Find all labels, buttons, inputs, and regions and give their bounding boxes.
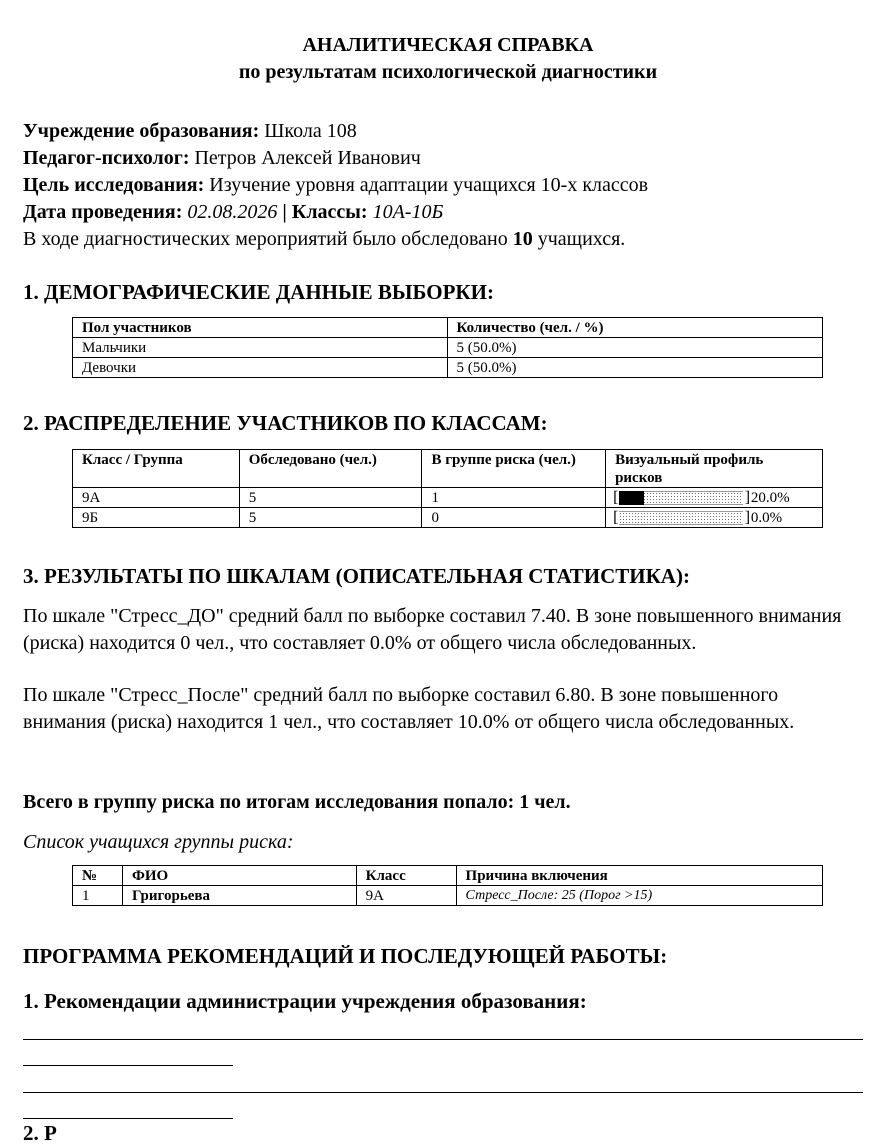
table-row	[73, 338, 823, 358]
psychologist-value: Петров Алексей Иванович	[194, 147, 421, 169]
date-value: 02.08.2026	[187, 201, 278, 223]
column-header: Визуальный профиль рисков	[606, 450, 823, 488]
risk-bar-track	[619, 511, 743, 525]
inclusion-reason: Стресс_После: 25 (Порог >15)	[456, 886, 822, 906]
recommendation-item-1: 1. Рекомендации администрации учреждения образования:	[23, 989, 587, 1013]
risk-bar-fill	[619, 491, 644, 505]
table-cell: Девочки	[73, 358, 448, 378]
summary-after: учащихся.	[537, 228, 626, 250]
risk-profile-cell	[606, 508, 823, 528]
table-row	[73, 508, 823, 528]
bar-bracket-close: ]	[744, 488, 751, 506]
table-cell: 5 (50.0%)	[447, 338, 823, 358]
risk-percent: 20.0%	[750, 490, 790, 506]
column-header: №	[73, 866, 123, 886]
table-header-row	[73, 318, 823, 338]
table-cell: 5	[239, 508, 422, 528]
risk-percent: 0.0%	[750, 510, 783, 526]
separator: |	[282, 201, 287, 223]
section2-heading: 2. РАСПРЕДЕЛЕНИЕ УЧАСТНИКОВ ПО КЛАССАМ:	[23, 411, 548, 435]
classes-table	[72, 449, 823, 528]
demographics-table	[72, 317, 823, 378]
date-line	[23, 199, 874, 226]
column-header: В группе риска (чел.)	[422, 450, 606, 488]
recommendation-item-2: 2. Р	[23, 1121, 57, 1145]
section1-heading: 1. ДЕМОГРАФИЧЕСКИЕ ДАННЫЕ ВЫБОРКИ:	[23, 280, 494, 304]
table-header-row	[73, 450, 823, 488]
psychologist-line	[23, 145, 874, 172]
recommendations-heading: ПРОГРАММА РЕКОМЕНДАЦИЙ И ПОСЛЕДУЮЩЕЙ РАБОТЫ:	[23, 944, 668, 968]
fill-in-line	[23, 1118, 233, 1119]
table-cell: 5 (50.0%)	[447, 358, 823, 378]
risk-profile-bar	[613, 508, 751, 526]
summary-line	[23, 226, 874, 253]
column-header: Обследовано (чел.)	[239, 450, 422, 488]
column-header: Пол участников	[73, 318, 448, 338]
date-label: Дата проведения:	[23, 201, 183, 223]
column-header: Причина включения	[456, 866, 822, 886]
risk-profile-bar	[613, 488, 751, 506]
table-header-row	[73, 866, 823, 886]
table-cell: 1	[73, 886, 123, 906]
summary-count: 10	[512, 228, 533, 250]
table-cell: 9Б	[73, 508, 240, 528]
risk-list-table	[72, 865, 823, 906]
table-cell: 9А	[73, 488, 240, 508]
classes-value: 10А-10Б	[372, 201, 444, 223]
table-row	[73, 886, 823, 906]
goal-label: Цель исследования:	[23, 174, 205, 196]
table-cell: 5	[239, 488, 422, 508]
summary-before: В ходе диагностических мероприятий было обследовано	[23, 228, 508, 250]
fill-in-line	[23, 1065, 233, 1066]
table-cell: Мальчики	[73, 338, 448, 358]
table-row	[73, 358, 823, 378]
column-header: ФИО	[122, 866, 356, 886]
bar-bracket-open: [	[613, 488, 619, 506]
classes-label: Классы:	[291, 201, 368, 223]
document-title: АНАЛИТИЧЕСКАЯ СПРАВКА	[302, 34, 594, 56]
fill-in-line	[23, 1092, 863, 1093]
column-header: Класс / Группа	[73, 450, 240, 488]
column-header: Количество (чел. / %)	[447, 318, 823, 338]
bar-bracket-open: [	[613, 508, 619, 526]
column-header: Класс	[356, 866, 456, 886]
table-cell: 9А	[356, 886, 456, 906]
institution-line	[23, 118, 874, 145]
student-name: Григорьева	[122, 886, 356, 906]
psychologist-label: Педагог-психолог:	[23, 147, 190, 169]
section3-heading: 3. РЕЗУЛЬТАТЫ ПО ШКАЛАМ (ОПИСАТЕЛЬНАЯ СТАТИСТИКА):	[23, 564, 690, 588]
table-cell: 1	[422, 488, 606, 508]
institution-label: Учреждение образования:	[23, 120, 260, 142]
scale-paragraph-2: По шкале "Стресс_После" средний балл по выборке составил 6.80. В зоне повышенного внимания (риска) находится 1 чел., что составляет 10.0% от общего числа обследованных.	[23, 684, 795, 733]
table-row	[73, 488, 823, 508]
risk-list-caption: Список учащихся группы риска:	[23, 831, 294, 853]
goal-value: Изучение уровня адаптации учащихся 10-х классов	[209, 174, 649, 196]
document-subtitle: по результатам психологической диагностики	[238, 61, 658, 83]
bar-bracket-close: ]	[744, 508, 751, 526]
table-cell: 0	[422, 508, 606, 528]
risk-profile-cell	[606, 488, 823, 508]
fill-in-line	[23, 1039, 863, 1040]
institution-value: Школа 108	[264, 120, 357, 142]
goal-line	[23, 172, 874, 199]
total-risk-line: Всего в группу риска по итогам исследования попало: 1 чел.	[23, 791, 571, 813]
scale-paragraph-1: По шкале "Стресс_ДО" средний балл по выборке составил 7.40. В зоне повышенного внимания (риска) находится 0 чел., что составляет 0.0% от общего числа обследованных.	[23, 605, 842, 654]
